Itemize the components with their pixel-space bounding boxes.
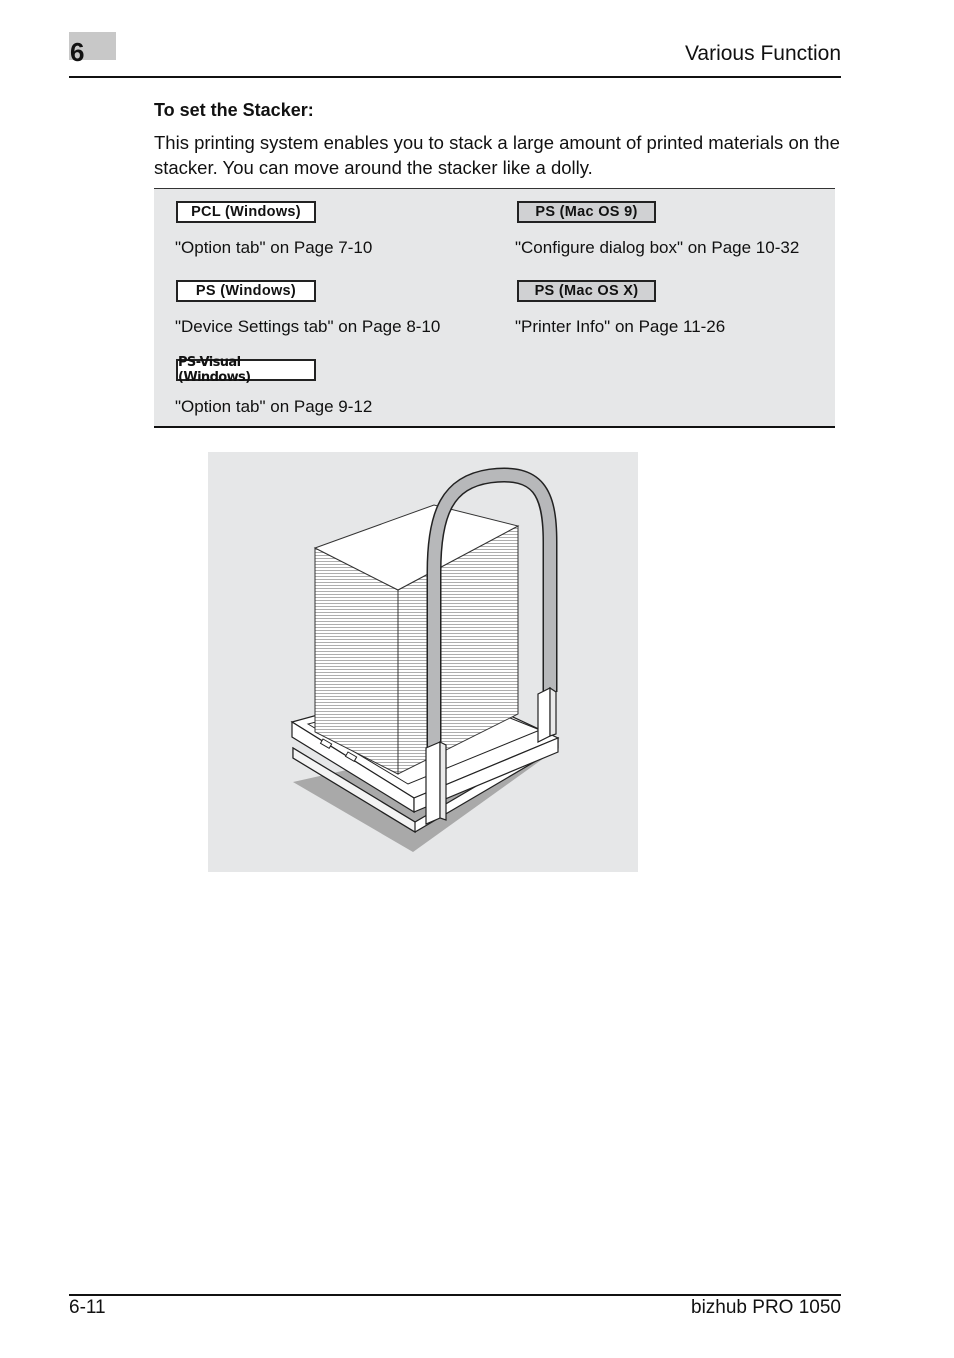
product-name: bizhub PRO 1050 bbox=[691, 1297, 841, 1318]
ps-windows-reference: "Device Settings tab" on Page 8-10 bbox=[175, 317, 441, 336]
pcl-windows-badge: PCL (Windows) bbox=[176, 201, 316, 223]
ps-windows-badge: PS (Windows) bbox=[176, 280, 316, 302]
intro-paragraph: This printing system enables you to stack a large amount of printed materials on the stacker. You can move around the stacker like a dolly. bbox=[154, 132, 840, 178]
ps-mac-os9-reference: "Configure dialog box" on Page 10-32 bbox=[515, 238, 800, 257]
header-divider bbox=[69, 76, 841, 78]
ps-visual-windows-badge: PS-Visual (Windows) bbox=[176, 359, 316, 381]
page-heading: To set the Stacker: bbox=[154, 100, 314, 120]
ps-mac-osx-badge: PS (Mac OS X) bbox=[517, 280, 656, 302]
reference-panel bbox=[154, 188, 835, 428]
footer-divider bbox=[69, 1294, 841, 1296]
page-number: 6-11 bbox=[69, 1297, 106, 1318]
stacker-dolly-icon bbox=[208, 452, 638, 872]
pcl-windows-reference: "Option tab" on Page 7-10 bbox=[175, 238, 373, 257]
stacker-figure bbox=[208, 452, 638, 872]
ps-mac-osx-reference: "Printer Info" on Page 11-26 bbox=[515, 317, 726, 336]
ps-mac-os9-badge: PS (Mac OS 9) bbox=[517, 201, 656, 223]
section-title: Various Function bbox=[684, 42, 841, 65]
chapter-number: 6 bbox=[70, 37, 85, 67]
ps-visual-windows-reference: "Option tab" on Page 9-12 bbox=[175, 397, 373, 416]
